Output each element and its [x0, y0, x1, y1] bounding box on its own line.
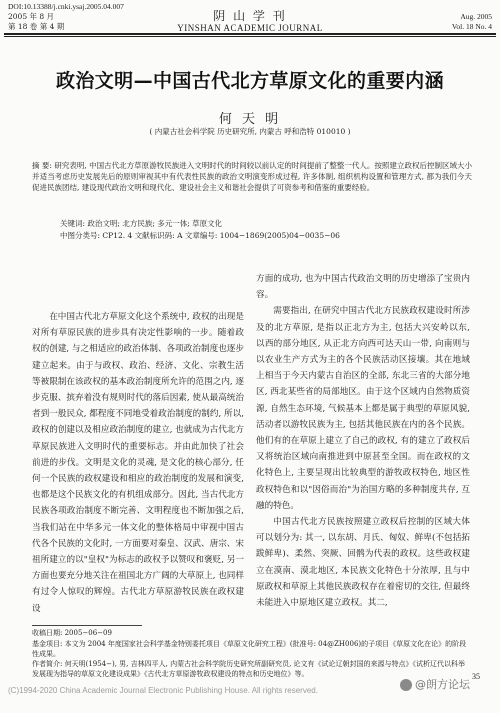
paragraph: 中国古代北方民族按照建立政权后控制的区域大体可以划分为: 其一, 以东胡、月氏、匈奴、鲜卑(不包括拓跋鲜卑)、柔然、突厥、回鹘为代表的政权。这些政权建立在漠南、漠北地区, 本民族文化特色十分浓厚, 且与中原政权和草原上其他民族政权存在着密切的交往, 但最终未能进入中原地区建立政权。其二, — [256, 517, 470, 609]
issue-date-en: Aug. 2005 — [460, 12, 492, 21]
author-bio: 作者简介: 何天明(1954−), 男, 吉林四平人, 内蒙古社会科学院历史研究所副研究员, 论文有《试论辽朝封国的来源与特点》《试析辽代以科举发展现为指导的草原文化建设成果》《古代北方草原游牧政权建设的特点和历史地位》等。 — [32, 660, 466, 678]
keywords: 关键词: 政治文明; 北方民族; 多元一体; 草原文化 — [60, 219, 223, 228]
journal-title-en: YINSHAN ACADEMIC JOURNAL — [177, 23, 323, 33]
watermark-logo-icon — [400, 679, 412, 691]
volume-cn: 第 18 卷 第 4 期 — [8, 22, 65, 31]
paragraph: 需要指出, 在研究中国古代北方民族政权建设时所涉及的北方草原, 是指以正北方为主, 包括大兴安岭以东, 以西的部分地区, 从正北方向西可达天山一带, 向南则与以农业生产方式为主的各个民族活动区接壤。其在地域上相当于今天内蒙古自治区的全部, 东北三省的大部分地区, 西北某些省的局部地区。由于这个区域内自然物质资源, 自然生态环境, 气候基本上都是属于典型的草原风貌, 活动者以游牧民族为主, 包括其他民族在内的各个民族。他们有的在草原上建立了自己的政权, 有的建立了政权后又将统治区域向南推进到中原甚至全国。而在政权的文化特色上, 主要呈现出比较典型的游牧政权特色, 地区性政权特色和以"因俗而治"为治国方略的多种制度共存, 互融的特色。 — [256, 306, 470, 511]
copyright-footer: (C)1994-2020 China Academic Journal Electronic Publishing House. All rights reserved. — [8, 686, 318, 695]
volume-en: Vol. 18 No. 4 — [451, 22, 492, 31]
article-title: 政治文明—中国古代北方草原文化的重要内涵 — [55, 70, 444, 92]
issue-date-cn: 2005 年 8 月 — [8, 12, 55, 21]
header-rule — [4, 33, 496, 35]
page-number: 35 — [472, 672, 480, 681]
footnote-rule — [32, 625, 142, 626]
body-column-left — [32, 309, 244, 617]
paragraph: 方面的成功, 也为中国古代政治文明的历史增添了宝贵内容。 — [256, 274, 470, 301]
watermark-text: @朗方论坛 — [415, 678, 470, 691]
header-rule-thin — [4, 36, 496, 37]
author-affiliation: ( 内蒙古社会科学院 历史研究所, 内蒙古 呼和浩特 010010 ) — [149, 127, 351, 136]
fund-note: 基金项目: 本文为 2004 年度国家社会科学基金特别委托项目《草原文化研究工程》(批准号: 04@ZH006)的子项目《草原文化在论》的阶段性成果。 — [32, 640, 467, 658]
forum-watermark — [400, 678, 470, 692]
journal-title-cn: 阴 山 学 刊 — [213, 9, 287, 23]
doi-line: DOI:10.13388/j.cnki.ysaj.2005.04.007 — [8, 2, 124, 11]
body-column-right — [256, 271, 470, 611]
paragraph: 在中国古代北方草原文化这个系统中, 政权的出现是对所有草原民族的进步具有决定性影响的一步。随着政权的创建, 与之相适应的政治体制、各项政治制度也逐步建立起来。由于与政权、政治、经济、文化、宗教生活等被限制在该政权的基本政治制度所允许的范围之内, 逐步克服、摈弃着没有规则时代的落后因素, 使从最高统治者到一般民众, 都程度不同地受着政治制度的制约, 所以, 政权的创建以及相应政治制度的建立, 也就成为古代北方草原民族进入文明时代的重要标志。并由此加快了社会前进的步伐。文明是文化的灵魂, 是文化的核心部分, 任何一个民族的政权建设和相应的政治制度的发展和演变, 也都是这个民族文化的有机组成部分。因此, 当古代北方民族各项政治制度不断完善、文明程度也不断加强之后, 当我们站在中华多元一体文化的整体格局中审视中国古代各个民族的文化时, 一方面要对秦皇、汉武、唐宗、宋祖所建立的以"皇权"为标志的政权予以赞叹和褒贬, 另一方面也要充分地关注在祖国北方广阔的大草原上, 也同样有过令人惊叹的辉煌。古代北方草原游牧民族在政权建设 — [32, 312, 244, 614]
abstract: 摘 要: 研究表明, 中国古代北方草原游牧民族进入文明时代的时间较以前认定的时间提前了整整一代人。按照建立政权后控制区域大小并适当考虑历史发展先后的原则审视其中有代表性民族的政治文明演变形成过程, 许多体制, 组织机构设置和管理方式, 都为我们今天促进民族团结, 建设现代政治文明和现代化、建设社会主义和谐社会提供了可资参考和借鉴的重要经验。 — [32, 161, 472, 192]
author-name: 何 天 明 — [218, 112, 282, 127]
classification-codes: 中图分类号: CP12. 4 文献标识码: A 文章编号: 1004−1869(2005)04−0035−06 — [60, 231, 340, 240]
received-date: 收稿日期: 2005−06−09 — [32, 629, 112, 637]
